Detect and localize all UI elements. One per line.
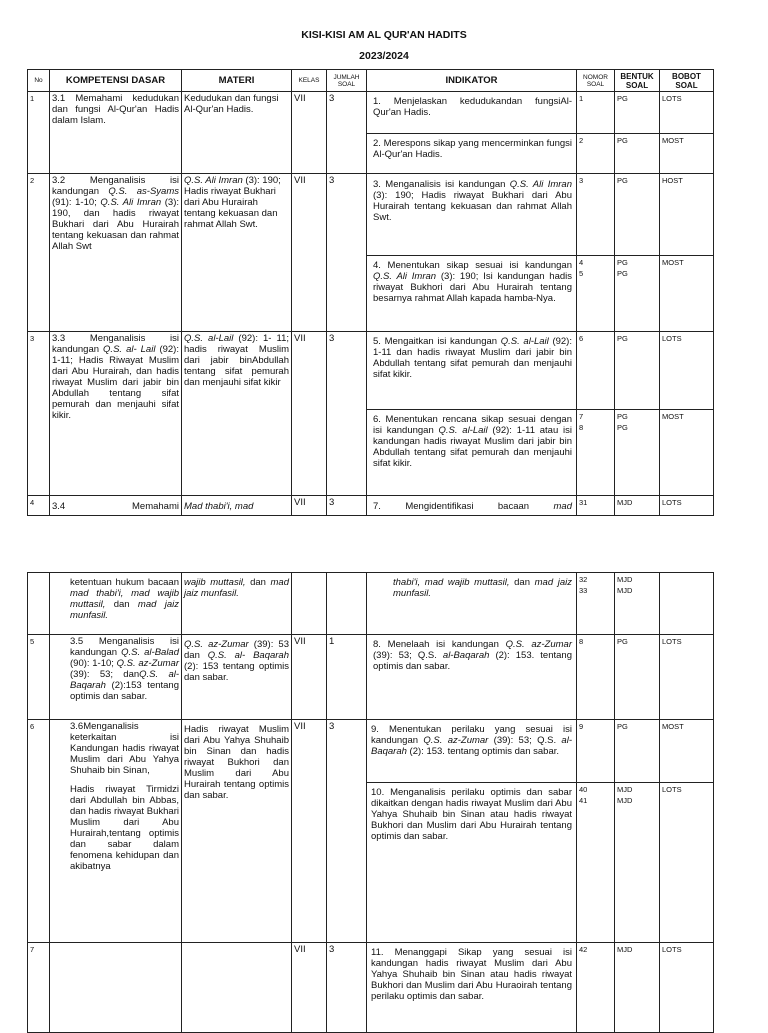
row-number: 2: [28, 174, 50, 332]
kompetensi-cell: 3.6Menganalisis keterkaitan isi Kandungan hadis riwayat Muslim dari Abu Yahya Shuhaib bin Sinan, Hadis riwayat Tirmidzi dari Abdullah bin Abbas, dan hadis riwayat Bukhari Muslim dari Abu Hurairah,tentang optimis dan sabar dalam fenomena kehidupan dan akibatnya: [50, 720, 182, 943]
jumlah-cell: 3: [327, 943, 367, 1033]
bentuk-cell: MJD: [615, 496, 660, 516]
kelas-cell: VII: [292, 635, 327, 720]
table-row: [28, 92, 714, 134]
jumlah-cell: 3: [327, 332, 367, 496]
bentuk-cell: PG: [615, 720, 660, 783]
bentuk-cell: PG PG: [615, 410, 660, 496]
kelas-cell: VII: [292, 174, 327, 332]
bobot-cell: LOTS: [660, 943, 714, 1033]
materi-cell: Q.S. Ali Imran (3): 190; Hadis riwayat Bukhari dari Abu Hurairah tentang kekuasan dan rahmat Allah Swt.: [182, 174, 292, 332]
bobot-cell: LOTS: [660, 783, 714, 943]
kelas-cell: VII: [292, 943, 327, 1033]
kompetensi-cell: 3.4 Memahami: [50, 496, 182, 516]
bentuk-cell: MJD MJD: [615, 573, 660, 635]
bentuk-cell: PG: [615, 635, 660, 720]
bobot-cell: LOTS: [660, 332, 714, 410]
col-header-bobot: BOBOT SOAL: [660, 70, 714, 92]
col-header-kompetensi: KOMPETENSI DASAR: [50, 70, 182, 92]
kompetensi-cell: 3.5 Menganalisis isi kandungan Q.S. al-Balad (90): 1-10; Q.S. az-Zumar (39): 53; danQ.S. al-Baqarah (2):153 tentang optimis dan sabar.: [50, 635, 182, 720]
indikator-cell: 11. Menanggapi Sikap yang sesuai isi kandungan hadis riwayat Muslim dari Abu Yahya Shuhaib bin Sinan atau hadis riwayat Bukhori dan Muslim dari Abu Huraoirah tentang perilaku optimis dan sabar.: [367, 943, 577, 1033]
nomor-cell: 1: [577, 92, 615, 134]
table-row: [28, 720, 714, 783]
bentuk-cell: MJD: [615, 943, 660, 1033]
nomor-cell: 31: [577, 496, 615, 516]
jumlah-cell: [327, 573, 367, 635]
kisi-kisi-table-page-1: [27, 69, 714, 516]
kelas-cell: VII: [292, 720, 327, 943]
col-header-no: No: [28, 70, 50, 92]
bentuk-cell: PG: [615, 332, 660, 410]
col-header-indikator: INDIKATOR: [367, 70, 577, 92]
bobot-cell: LOTS: [660, 635, 714, 720]
table-row: [28, 573, 714, 635]
kelas-cell: VII: [292, 496, 327, 516]
kompetensi-cell: 3.2 Menganalisis isi kandungan Q.S. as-Syams (91): 1-10; Q.S. Ali Imran (3): 190, dan hadis riwayat Bukhari dari Abu Hurairah tentang kekuasan dan rahmat Allah Swt: [50, 174, 182, 332]
bobot-cell: HOST: [660, 174, 714, 256]
indikator-cell: 6. Menentukan rencana sikap sesuai dengan isi kandungan Q.S. al-Lail (92): 1-11 atau isi kandungan hadis riwayat Muslim dari jabir bin Abdullah tentang sifat pemurah dan menjauhi sifat kikir.: [367, 410, 577, 496]
jumlah-cell: 3: [327, 496, 367, 516]
kelas-cell: [292, 573, 327, 635]
row-number: [28, 573, 50, 635]
kisi-kisi-table-page-2: [27, 572, 714, 1033]
nomor-cell: 6: [577, 332, 615, 410]
row-number: 5: [28, 635, 50, 720]
bobot-cell: LOTS: [660, 496, 714, 516]
jumlah-cell: 3: [327, 92, 367, 174]
kompetensi-cell: 3.1 Memahami kedudukan dan fungsi Al-Qur'an Hadis dalam Islam.: [50, 92, 182, 174]
bentuk-cell: PG: [615, 134, 660, 174]
indikator-cell: 9. Menentukan perilaku yang sesuai isi kandungan Q.S. az-Zumar (39): 53; Q.S. al- Baqarah (2): 153. tentang optimis dan sabar.: [367, 720, 577, 783]
col-header-materi: MATERI: [182, 70, 292, 92]
jumlah-cell: 1: [327, 635, 367, 720]
bobot-cell: LOTS: [660, 92, 714, 134]
indikator-cell: 8. Menelaah isi kandungan Q.S. az-Zumar (39): 53; Q.S. al-Baqarah (2): 153. tentang optimis dan sabar.: [367, 635, 577, 720]
nomor-cell: 42: [577, 943, 615, 1033]
row-number: 6: [28, 720, 50, 943]
table-row: [28, 943, 714, 1033]
indikator-cell: 3. Menganalisis isi kandungan Q.S. Ali Imran (3): 190; Hadis riwayat Bukhari dari Abu Hurairah tentang kekuasan dan rahmat Allah Swt.: [367, 174, 577, 256]
kompetensi-cell: [50, 943, 182, 1033]
col-header-bentuk: BENTUK SOAL: [615, 70, 660, 92]
row-number: 3: [28, 332, 50, 496]
indikator-cell: 7. Mengidentifikasi bacaan mad: [367, 496, 577, 516]
row-number: 1: [28, 92, 50, 174]
col-header-nomor: NOMOR SOAL: [577, 70, 615, 92]
nomor-cell: 32 33: [577, 573, 615, 635]
jumlah-cell: 3: [327, 720, 367, 943]
nomor-cell: 8: [577, 635, 615, 720]
table-row: [28, 635, 714, 720]
nomor-cell: 9: [577, 720, 615, 783]
indikator-cell: 2. Merespons sikap yang mencerminkan fungsi Al-Qur'an Hadis.: [367, 134, 577, 174]
materi-cell: Mad thabi'i, mad: [182, 496, 292, 516]
nomor-cell: 2: [577, 134, 615, 174]
col-header-kelas: KELAS: [292, 70, 327, 92]
table-header-row: [28, 70, 714, 92]
bobot-cell: MOST: [660, 134, 714, 174]
materi-cell: wajib muttasil, dan mad jaiz munfasil.: [182, 573, 292, 635]
document-year: 2023/2024: [359, 50, 409, 62]
materi-cell: Kedudukan dan fungsi Al-Qur'an Hadis.: [182, 92, 292, 174]
bentuk-cell: PG: [615, 92, 660, 134]
nomor-cell: 40 41: [577, 783, 615, 943]
indikator-cell: 5. Mengaitkan isi kandungan Q.S. al-Lail (92): 1-11 dan hadis riwayat Muslim dari jabir bin Abdullah tentang sifat pemurah dan menjauhi sifat kikir.: [367, 332, 577, 410]
kompetensi-cell: 3.3 Menganalisis isi kandungan Q.S. al- Lail (92): 1-11; Hadis Riwayat Muslim dari Abu Hurairah, dan hadis riwayat Muslim dari jabir bin Abdullah tentang sifat pemurah dan menjauhi sifat kikir.: [50, 332, 182, 496]
bobot-cell: MOST: [660, 256, 714, 332]
indikator-cell: thabi'i, mad wajib muttasil, dan mad jaiz munfasil.: [367, 573, 577, 635]
materi-cell: Q.S. al-Lail (92): 1- 11; hadis riwayat Muslim dari jabir binAbdullah tentang sifat pemurah dan menjauhi sifat kikir: [182, 332, 292, 496]
kompetensi-cell: ketentuan hukum bacaan mad thabi'i, mad wajib muttasil, dan mad jaiz munfasil.: [50, 573, 182, 635]
bentuk-cell: PG: [615, 174, 660, 256]
table-row: [28, 332, 714, 410]
kelas-cell: VII: [292, 92, 327, 174]
bobot-cell: MOST: [660, 410, 714, 496]
nomor-cell: 3: [577, 174, 615, 256]
indikator-cell: 10. Menganalisis perilaku optimis dan sabar dikaitkan dengan hadis riwayat Muslim dari Abu Yahya Shuhaib bin Sinan atau hadis riwayat Bukhori dan Muslim dari Abu Hurairah tentang optimis dan sabar.: [367, 783, 577, 943]
indikator-cell: 4. Menentukan sikap sesuai isi kandungan Q.S. Ali Imran (3): 190; Isi kandungan hadis riwayat Bukhori dari Abu Hurairah tentang besarnya rahmat Allah kapada hamba-Nya.: [367, 256, 577, 332]
bobot-cell: [660, 573, 714, 635]
document-title: KISI-KISI AM AL QUR'AN HADITS: [301, 29, 467, 41]
materi-cell: Q.S. az-Zumar (39): 53 dan Q.S. al- Baqarah (2): 153 tentang optimis dan sabar.: [182, 635, 292, 720]
row-number: 7: [28, 943, 50, 1033]
materi-cell: Hadis riwayat Muslim dari Abu Yahya Shuhaib bin Sinan dan hadis riwayat Bukhori dan Muslim dari Abu Hurairah tentang optimis dan sabar.: [182, 720, 292, 943]
bentuk-cell: PG PG: [615, 256, 660, 332]
nomor-cell: 7 8: [577, 410, 615, 496]
indikator-cell: 1. Menjelaskan kedudukandan fungsiAl- Qur'an Hadis.: [367, 92, 577, 134]
bobot-cell: MOST: [660, 720, 714, 783]
jumlah-cell: 3: [327, 174, 367, 332]
table-row: [28, 174, 714, 256]
materi-cell: [182, 943, 292, 1033]
kelas-cell: VII: [292, 332, 327, 496]
col-header-jumlah: JUMLAH SOAL: [327, 70, 367, 92]
nomor-cell: 4 5: [577, 256, 615, 332]
row-number: 4: [28, 496, 50, 516]
bentuk-cell: MJD MJD: [615, 783, 660, 943]
table-row: [28, 496, 714, 516]
